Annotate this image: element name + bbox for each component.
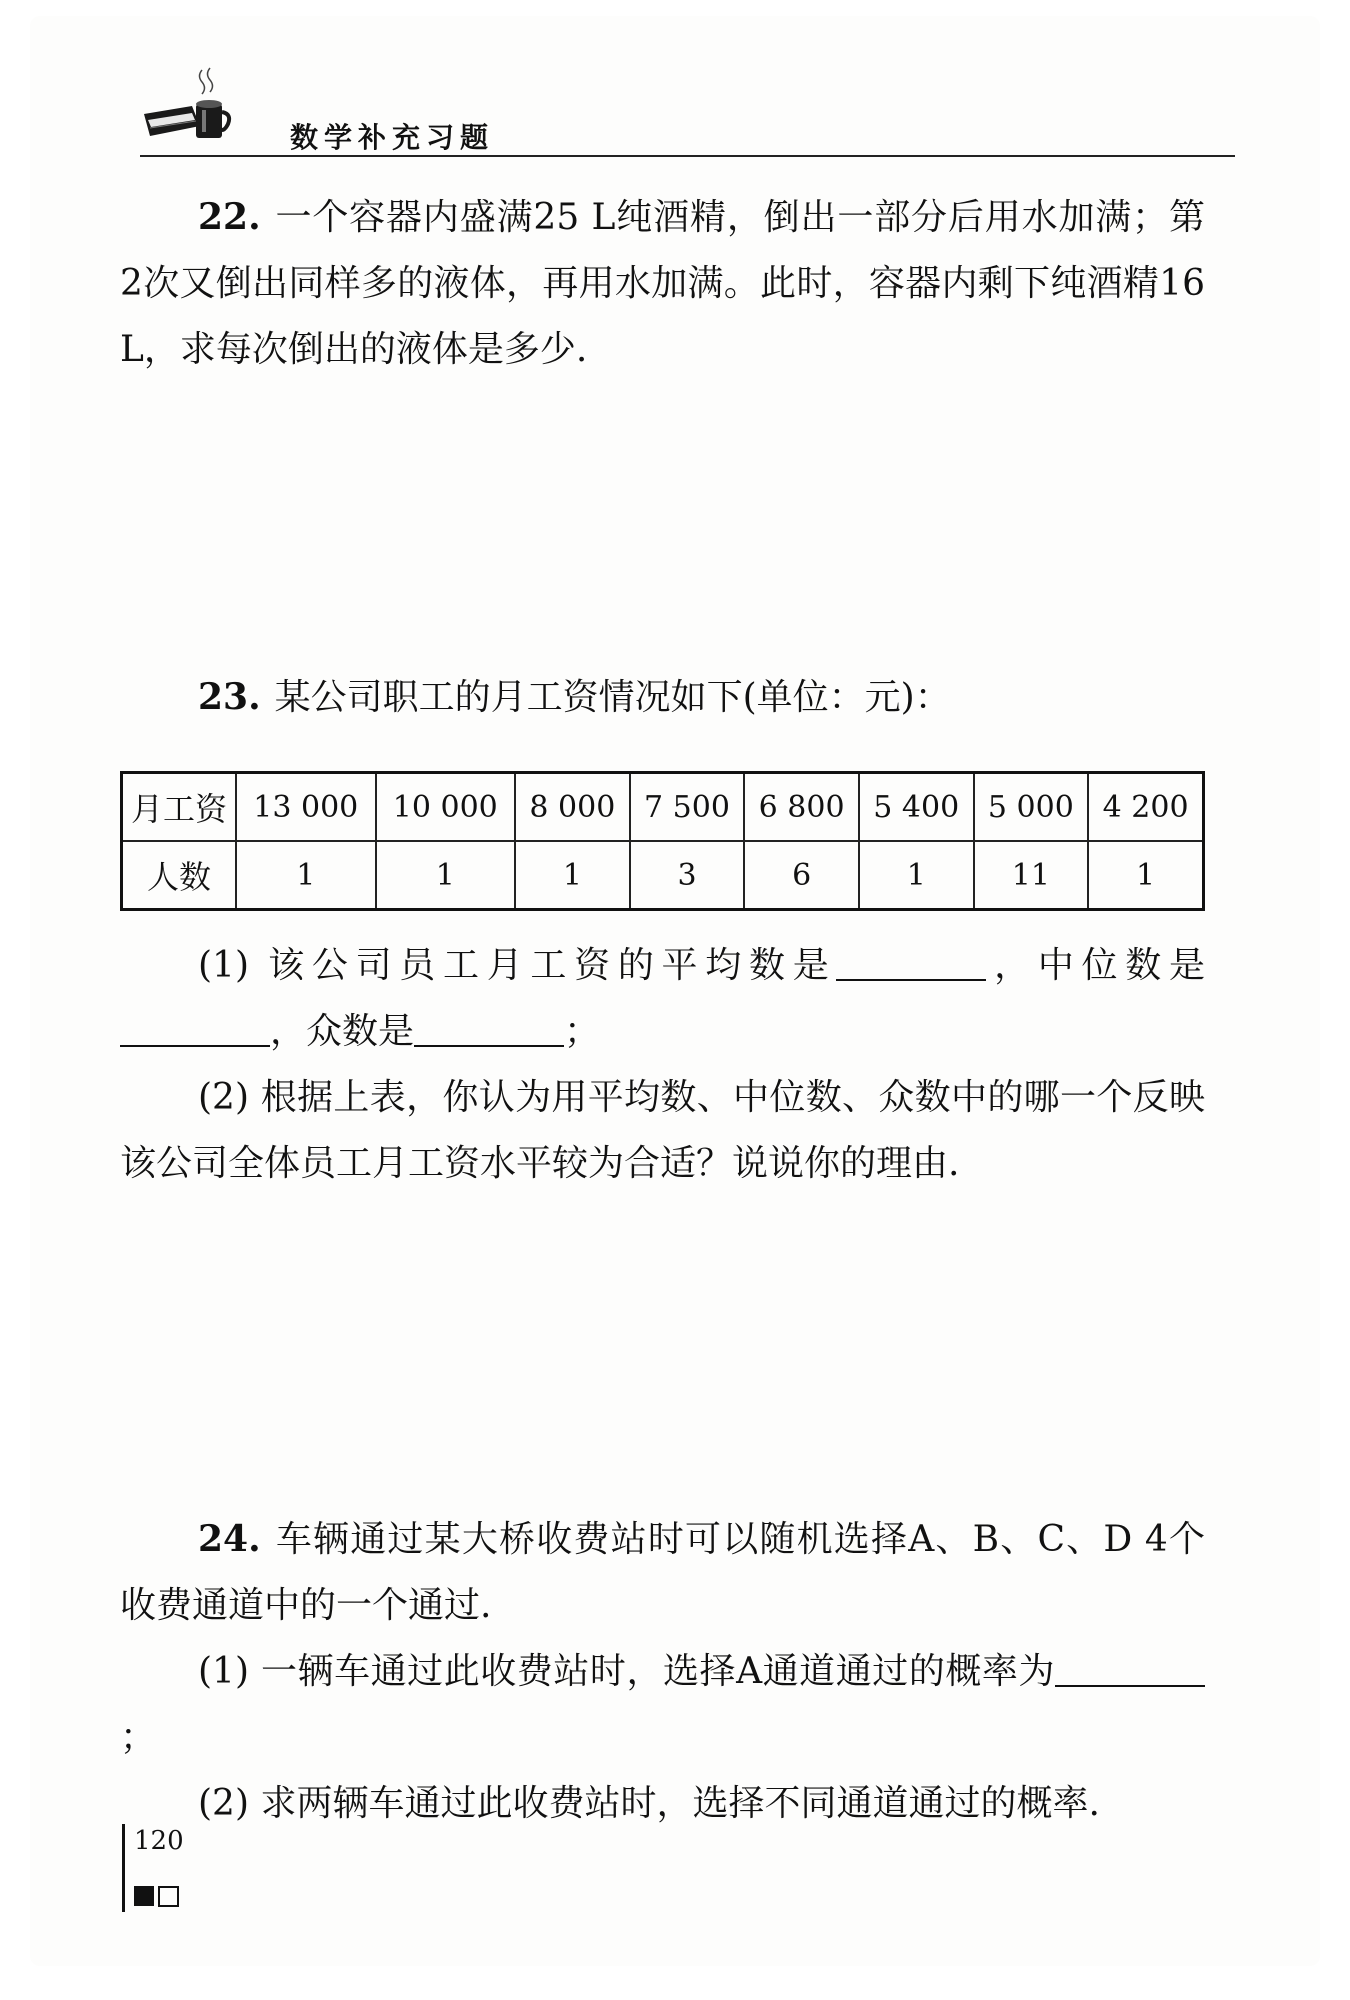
row-header-count: 人数	[122, 841, 237, 910]
question-body: 某公司职工的月工资情况如下(单位：元)：	[274, 677, 951, 718]
question-24-part-2: (2) 求两辆车通过此收费站时，选择不同通道通过的概率.	[198, 1783, 1100, 1824]
empty-square-icon	[158, 1886, 179, 1907]
question-body: 一个容器内盛满25 L纯酒精，倒出一部分后用水加满；第2次又倒出同样多的液体，再用水加满。此时，容器内剩下纯酒精16 L，求每次倒出的液体是多少.	[120, 197, 1205, 370]
footer-rule	[122, 1824, 125, 1912]
salary-cell: 4 200	[1088, 773, 1203, 842]
salary-cell: 7 500	[630, 773, 745, 842]
question-number: 24.	[198, 1518, 261, 1560]
salary-cell: 6 800	[744, 773, 859, 842]
salary-table	[120, 771, 1205, 911]
question-23-intro	[120, 664, 1205, 731]
answer-blank-mean[interactable]	[836, 945, 986, 981]
question-number: 22.	[198, 196, 261, 238]
question-23	[120, 664, 1205, 1197]
count-cell: 11	[974, 841, 1089, 910]
count-cell: 1	[515, 841, 630, 910]
salary-cell: 13 000	[236, 773, 376, 842]
answer-blank-median[interactable]	[120, 1011, 270, 1047]
question-23-part-1	[120, 933, 1205, 1065]
page-header	[140, 64, 1235, 156]
part-text: (1) 该公司员工月工资的平均数是	[198, 945, 837, 986]
part-text: ，众数是	[270, 1011, 415, 1052]
count-cell: 1	[236, 841, 376, 910]
row-header-salary: 月工资	[122, 773, 237, 842]
header-divider	[140, 155, 1235, 157]
answer-blank-mode[interactable]	[414, 1011, 564, 1047]
question-22	[120, 184, 1205, 383]
part-text: (1) 一辆车通过此收费站时，选择A通道通过的概率为	[198, 1651, 1055, 1692]
count-cell: 1	[376, 841, 516, 910]
salary-cell: 10 000	[376, 773, 516, 842]
count-cell: 6	[744, 841, 859, 910]
question-22-text	[120, 184, 1205, 383]
page	[30, 16, 1320, 1966]
count-cell: 3	[630, 841, 745, 910]
question-24	[120, 1506, 1205, 1837]
count-cell: 1	[859, 841, 974, 910]
book-title: 数学补充习题	[290, 121, 495, 154]
book-and-coffee-cup-icon	[140, 64, 240, 152]
part-text: ；	[564, 1011, 601, 1052]
table-row-salary	[122, 773, 1204, 842]
salary-cell: 8 000	[515, 773, 630, 842]
question-24-text	[120, 1506, 1205, 1639]
salary-cell: 5 000	[974, 773, 1089, 842]
answer-blank-probability[interactable]	[1055, 1651, 1205, 1687]
table-row-count	[122, 841, 1204, 910]
filled-square-icon	[134, 1886, 154, 1906]
question-23-part-2: (2) 根据上表，你认为用平均数、中位数、众数中的哪一个反映该公司全体员工月工资水平较为合适？说说你的理由.	[120, 1077, 1205, 1184]
question-body: 车辆通过某大桥收费站时可以随机选择A、B、C、D 4个收费通道中的一个通过.	[120, 1519, 1205, 1626]
salary-cell: 5 400	[859, 773, 974, 842]
part-text: ，中位数是	[986, 945, 1205, 986]
part-text: ；	[120, 1717, 157, 1758]
count-cell: 1	[1088, 841, 1203, 910]
page-number: 120	[134, 1826, 184, 1856]
question-number: 23.	[198, 676, 261, 718]
question-24-part-1	[120, 1639, 1205, 1771]
